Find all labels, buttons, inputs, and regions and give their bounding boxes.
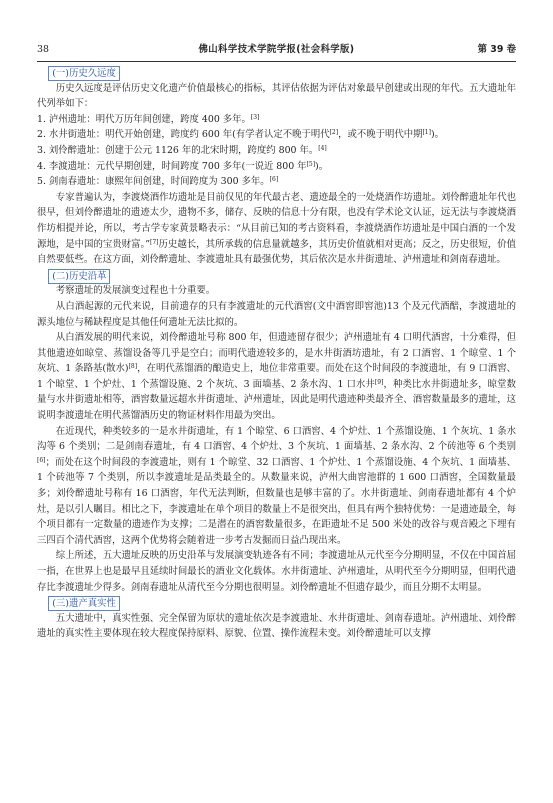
page-number: 38 — [37, 44, 49, 55]
section-heading-2: (二)历史沿革 — [48, 269, 110, 284]
section-heading-3: (三)遗产真实性 — [48, 596, 120, 611]
paragraph: 从白酒起源的元代来说，目前遗存的只有李渡遗址的元代酒窖(文中酒窖即窖池)13 个及元代酒醅，李渡遗址的源头地位与稀缺程度是其他任何遗址无法比拟的。 — [37, 300, 516, 328]
paragraph: 从白酒发展的明代来说，刘伶醉遗址号称 800 年，但遗迹留存很少；泸州遗址有 4 口明代酒窖，十分难得，但其他遗迹如晾堂、蒸馏设备等几乎是空白；而明代遗迹较多的，是水井街酒坊遗址，有 2 口酒窖、1 个晾堂、1 个灰坑、1 条路基(散水)[8]，在明代蒸馏酒的酿造史上，地位非常重要。而处在这个时间段的李渡遗址，有 9 口酒窖、1 个晾堂、1 个炉灶、1 个蒸馏设施、2 个灰坑、3 面墙基、2 条水沟、1 口水井[9]，种类比水井街遗址多，晾堂数量与水井街遗址相等，酒窖数量远超水井街遗址、泸州遗址，因此是明代遗迹种类最齐全、酒窖数量最多的遗址，这说明李渡遗址在明代蒸馏酒历史的物证材料作用最为突出。 — [37, 332, 516, 422]
article-body — [37, 65, 516, 642]
list-item: 5. 剑南春遗址：康熙年间创建，时间跨度为 300 多年。[6] — [37, 176, 279, 188]
running-header — [37, 43, 516, 57]
list-item: 1. 泸州遗址：明代万历年间创建，跨度 400 多年。[3] — [37, 113, 260, 125]
list-item: 2. 水井街遗址：明代开始创建，跨度约 600 年(有学者认定不晚于明代[2]，或不晚于明代中期[1])。 — [37, 129, 445, 141]
section-heading-1: (一)历史久远度 — [48, 66, 120, 81]
paragraph: 在近现代，种类较多的一是水井街遗址，有 1 个晾堂、6 口酒窖、4 个炉灶、1 个蒸馏设施、1 个灰坑、1 条水沟等 6 个类别；二是剑南春遗址，有 4 口酒窖、4 个炉灶、3 个灰坑、1 面墙基、2 条水沟、2 个砖池等 6 个类别[6]；而处在这个时间段的李渡遗址，则有 1 个晾堂、32 口酒窖、1 个炉灶、1 个蒸馏设施、4 个灰坑、1 面墙基、1 个砖池等 7 个类别，所以李渡遗址是品类最全的。从数量来说，泸州大曲窖池群的 1 600 口酒窖，全国数量最多；刘伶醉遗址号称有 16 口酒窖，年代无法判断，但数量也是够丰富的了。水井街遗址、剑南春遗址都有 4 个炉灶，是以引人瞩目。相比之下，李渡遗址在单个项目的数量上不是很突出，但具有两个独特优势：一是遗迹最全，每个项目都有一定数量的遗迹作为支撑；二是潜在的酒窖数量很多，在距遗址不足 500 米处的改谷与观音殿之下埋有三四百个清代酒窖，这两个优势将会随着进一步考古发掘而日益凸现出来。 — [37, 425, 516, 546]
paragraph: 五大遗址中，真实性强、完全保留为原状的遗址依次是李渡遗址、水井街遗址、剑南春遗址。泸州遗址、刘伶醉遗址的真实性主要体现在较大程度保持原料、原貌、位置、操作流程未变。刘伶醉遗址可以支撑 — [37, 612, 516, 640]
header-rule — [37, 61, 516, 62]
paragraph: 综上所述，五大遗址反映的历史沿革与发展演变轨迹各有不同；李渡遗址从元代至今分期明显，不仅在中国首屈一指，在世界上也是最早且延续时间最长的酒业文化载体。水井街遗址、泸州遗址，从明代至今分期明显，但明代遗存比李渡遗址少得多。剑南春遗址从清代至今分期也很明显。刘伶醉遗址不但遗存最少，而且分期不太明显。 — [37, 550, 516, 593]
list-item: 4. 李渡遗址：元代早期创建，时间跨度 700 多年(一说近 800 年[5])。 — [37, 160, 329, 172]
volume-number: 第 39 卷 — [477, 44, 516, 55]
list-item: 3. 刘伶醉遗址：创建于公元 1126 年的北宋时期，跨度约 800 年。[4] — [37, 144, 327, 156]
journal-title: 佛山科学技术学院学报(社会科学版) — [198, 44, 355, 55]
paragraph: 考察遗址的发展演变过程也十分重要。 — [55, 285, 216, 297]
paragraph: 历史久远度是评估历史文化遗产价值最核心的指标，其评估依据为评估对象最早创建或出现的年代。五大遗址年代列举如下： — [37, 82, 516, 110]
paragraph: 专家普遍认为，李渡烧酒作坊遗址是目前仅见的年代最古老、遗迹最全的一处烧酒作坊遗址。刘伶醉遗址年代也很早，但刘伶醉遗址的遗迹太少，遗物不多，储存、反映的信息十分有限，也没有学术论文认证，远无法与李渡烧酒作坊相提并论，所以，考古学专家黄景略表示：“从目前已知的考古资料看，李渡烧酒作坊遗址是中国白酒的一个发源地，是中国的宝贵财富。”[7]历史越长，其所承载的信息量就越多，其历史价值就相对更高；反之，历史很短，价值自然要低些。在这方面，刘伶醉遗址、李渡遗址具有最强优势，其后依次是水井街遗址、泸州遗址和剑南春遗址。 — [37, 191, 516, 266]
